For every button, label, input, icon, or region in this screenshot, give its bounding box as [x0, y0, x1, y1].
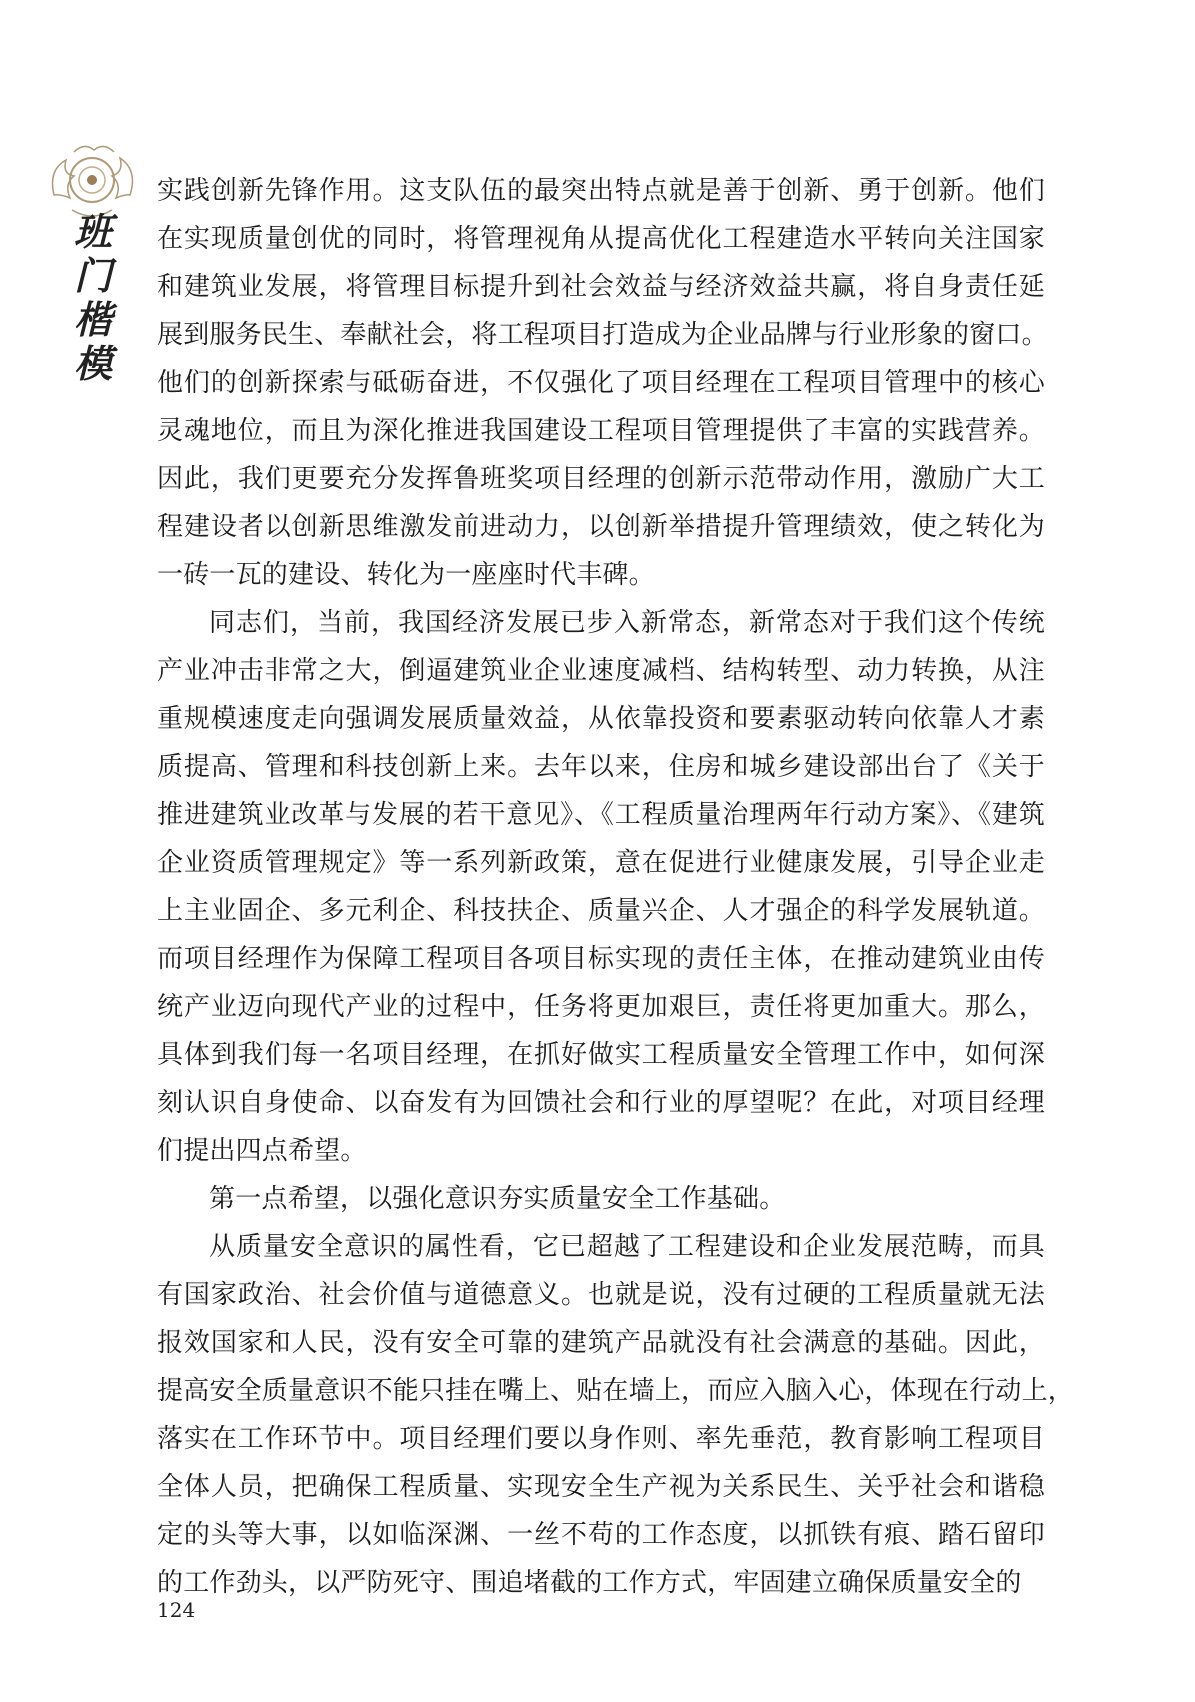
text-line: 落实在工作环节中。项目经理们要以身作则、率先垂范，教育影响工程项目 — [157, 1424, 1045, 1454]
text-line: 和建筑业发展，将管理目标提升到社会效益与经济效益共赢，将自身责任延 — [157, 272, 1045, 302]
text-line: 程建设者以创新思维激发前进动力，以创新举措提升管理绩效，使之转化为 — [157, 512, 1045, 542]
text-line: 实践创新先锋作用。这支队伍的最突出特点就是善于创新、勇于创新。他们 — [157, 176, 1045, 206]
text-line: 第一点希望，以强化意识夯实质量安全工作基础。 — [209, 1184, 786, 1214]
text-line: 全体人员，把确保工程质量、实现安全生产视为关系民生、关乎社会和谐稳 — [157, 1472, 1045, 1502]
side-title-char: 门 — [73, 253, 112, 298]
text-line: 提高安全质量意识不能只挂在嘴上、贴在墙上，而应入脑入心，体现在行动上， — [157, 1376, 1075, 1406]
text-line: 具体到我们每一名项目经理，在抓好做实工程质量安全管理工作中，如何深 — [157, 1040, 1045, 1070]
side-title-char: 模 — [73, 341, 112, 386]
side-title-char: 班 — [73, 209, 112, 254]
text-line: 统产业迈向现代产业的过程中，任务将更加艰巨，责任将更加重大。那么， — [157, 992, 1045, 1022]
text-line: 质提高、管理和科技创新上来。去年以来，住房和城乡建设部出台了《关于 — [157, 752, 1045, 782]
text-line: 在实现质量创优的同时，将管理视角从提高优化工程建造水平转向关注国家 — [157, 224, 1045, 254]
body-text — [157, 167, 1075, 1607]
text-line: 定的头等大事，以如临深渊、一丝不苟的工作态度，以抓铁有痕、踏石留印 — [157, 1520, 1045, 1550]
text-line: 们提出四点希望。 — [157, 1136, 367, 1166]
text-line: 他们的创新探索与砥砺奋进，不仅强化了项目经理在工程项目管理中的核心 — [157, 368, 1045, 398]
text-line: 产业冲击非常之大，倒逼建筑业企业速度减档、结构转型、动力转换，从注 — [157, 656, 1045, 686]
text-line: 从质量安全意识的属性看，它已超越了工程建设和企业发展范畴，而具 — [209, 1232, 1045, 1262]
text-line: 上主业固企、多元利企、科技扶企、质量兴企、人才强企的科学发展轨道。 — [157, 896, 1045, 926]
text-line: 报效国家和人民，没有安全可靠的建筑产品就没有社会满意的基础。因此， — [157, 1328, 1045, 1358]
text-line: 重规模速度走向强调发展质量效益，从依靠投资和要素驱动转向依靠人才素 — [157, 704, 1045, 734]
text-line: 展到服务民生、奉献社会，将工程项目打造成为企业品牌与行业形象的窗口。 — [157, 320, 1048, 350]
text-line: 灵魂地位，而且为深化推进我国建设工程项目管理提供了丰富的实践营养。 — [157, 416, 1045, 446]
page-number: 124 — [157, 1598, 196, 1622]
text-line: 因此，我们更要充分发挥鲁班奖项目经理的创新示范带动作用，激励广大工 — [157, 464, 1045, 494]
text-line: 的工作劲头，以严防死守、围追堵截的工作方式，牢固建立确保质量安全的 — [157, 1568, 1022, 1598]
text-line: 同志们，当前，我国经济发展已步入新常态，新常态对于我们这个传统 — [209, 608, 1045, 638]
text-line: 一砖一瓦的建设、转化为一座座时代丰碑。 — [157, 560, 655, 590]
side-title — [70, 210, 116, 386]
text-line: 刻认识自身使命、以奋发有为回馈社会和行业的厚望呢？在此，对项目经理 — [157, 1088, 1045, 1118]
text-line: 而项目经理作为保障工程项目各项目标实现的责任主体，在推动建筑业由传 — [157, 944, 1045, 974]
text-line: 企业资质管理规定》等一系列新政策，意在促进行业健康发展，引导企业走 — [157, 848, 1045, 878]
text-line: 有国家政治、社会价值与道德意义。也就是说，没有过硬的工程质量就无法 — [157, 1280, 1045, 1310]
text-line: 推进建筑业改革与发展的若干意见》、《工程质量治理两年行动方案》、《建筑 — [157, 800, 1045, 830]
side-title-char: 楷 — [73, 297, 112, 342]
